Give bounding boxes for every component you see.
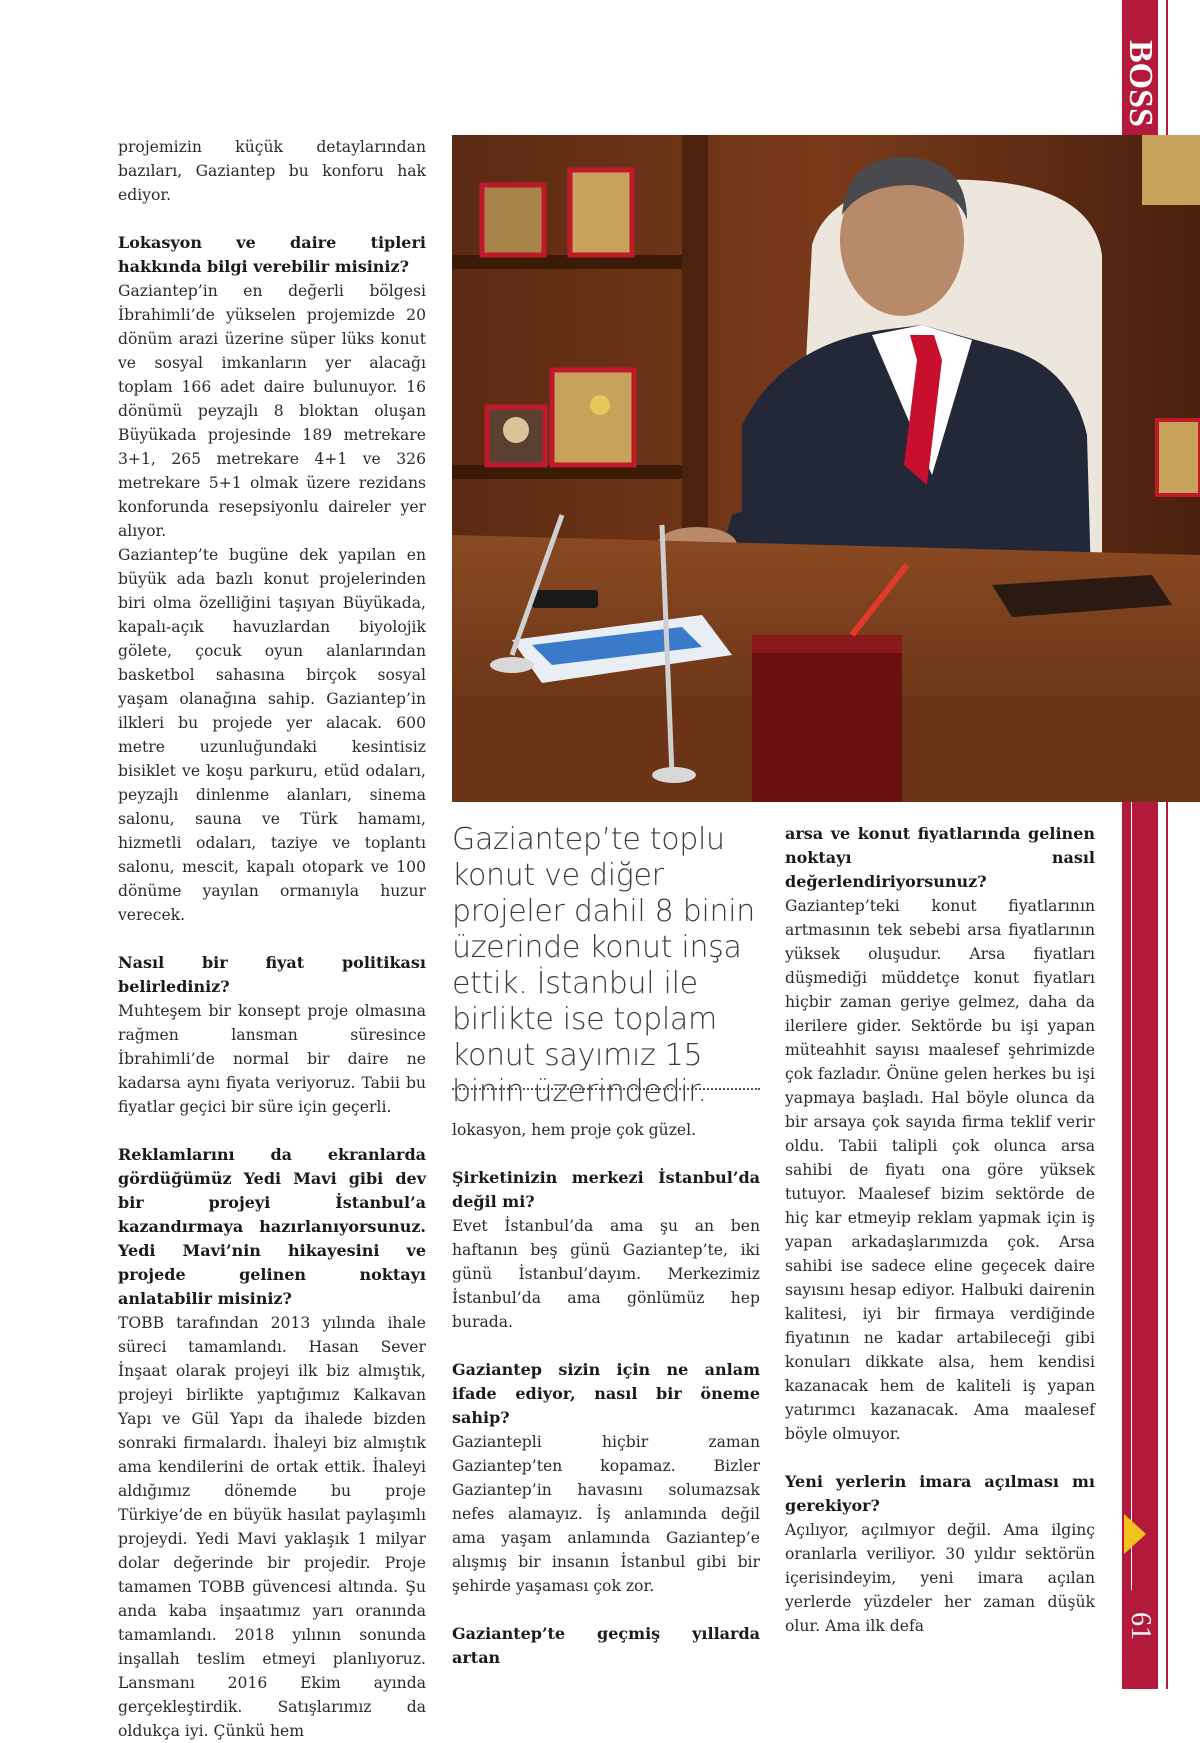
continue-arrow-icon <box>1124 1514 1146 1554</box>
interview-question: Gaziantep sizin için ne anlam ifade ediyor, nasıl bir öneme sahip? <box>452 1360 760 1427</box>
magazine-name: BOSS <box>1122 40 1159 127</box>
interview-question: Şirketinizin merkezi İstanbul’da değil mi? <box>452 1168 760 1211</box>
pull-quote: Gaziantep’te toplu konut ve diğer projeler dahil 8 binin üzerinde konut inşa ettik. İstanbul ile birlikte ise toplam konut sayımız 15 binin üzerindedir. <box>452 822 755 1109</box>
interview-question: arsa ve konut fiyatlarında gelinen noktayı nasıl değerlendiriyorsunuz? <box>785 824 1095 891</box>
paragraph: TOBB tarafından 2013 yılında ihale süreci tamamlandı. Hasan Sever İnşaat olarak projeyi ilk biz almıştık, projeyi birlikte yaptığımız Kalkavan Yapı ve Gül Yapı da ihalede bizden sonraki firmalardı. İhaleyi biz almıştık ama kendilerini de ortak ettik. İhaleyi aldığımız dönemde bu proje Türkiye’de en büyük hasılat paylaşımlı projeydi. Yedi Mavi yaklaşık 1 milyar dolar değerinde bir projedir. Proje tamamen TOBB güvencesi altında. Şu anda kaba inşaatımız yarı oranında tamamlandı. 2018 yılının sonunda inşallah teslim etmeyi planlıyoruz. Lansmanı 2016 Ekim ayında gerçekleştirdik. Satışlarımız da oldukça iyi. Çünkü hem <box>118 1314 426 1740</box>
paragraph: Gaziantep’in en değerli bölgesi İbrahimli’de yükselen projemizde 20 dönüm arazi üzerine süper lüks konut ve sosyal imkanların yer alacağı toplam 166 adet daire bulunuyor. 16 dönümü peyzajlı 8 bloktan oluşan Büyükada projesinde 189 metrekare 3+1, 265 metrekare 4+1 ve 326 metrekare 5+1 olmak üzere rezidans konforunda resepsiyonlu daireler yer alıyor. <box>118 282 426 540</box>
paragraph: Gaziantepli hiçbir zaman Gaziantep’ten kopamaz. Bizler Gaziantep’in havasını solumazsak nefes alamayız. İş anlamında değil ama yaşam anlamında Gaziantep’e alışmış bir insanın İstanbul gibi bir şehirde yaşaması çok zor. <box>452 1433 760 1595</box>
paragraph: Evet İstanbul’da ama şu an ben haftanın beş günü Gaziantep’te, iki günü İstanbul’dayım. Merkezimiz İstanbul’da ama gönlümüz hep burada. <box>452 1217 760 1331</box>
article-column-2 <box>452 1118 760 1670</box>
article-column-1 <box>118 135 426 1743</box>
photo-illustration <box>452 135 1200 802</box>
paragraph: Muhteşem bir konsept proje olmasına rağmen lansman süresince İbrahimli’de normal bir daire ne kadarsa aynı fiyata veriyoruz. Tabii bu fiyatlar geçici bir süre için geçerli. <box>118 1002 426 1116</box>
executive-at-desk-photo <box>452 135 1200 802</box>
interview-question: Yeni yerlerin imara açılması mı gerekiyor? <box>785 1472 1095 1515</box>
pull-quote-divider <box>452 1088 760 1090</box>
interview-question: Reklamlarını da ekranlarda gördüğümüz Yedi Mavi gibi dev bir projeyi İstanbul’a kazandırmaya hazırlanıyorsunuz. Yedi Mavi’nin hikayesini ve projede gelinen noktayı anlatabilir misiniz? <box>118 1145 426 1308</box>
article-column-3 <box>785 822 1095 1638</box>
interview-question: Lokasyon ve daire tipleri hakkında bilgi verebilir misiniz? <box>118 233 426 276</box>
paragraph: Açılıyor, açılmıyor değil. Ama ilginç oranlarla veriliyor. 30 yıldır sektörün içerisindeyim, yeni imara açılan yerlerde yüzdeler her zaman düşük olur. Ama ilk defa <box>785 1521 1095 1635</box>
paragraph: Gaziantep’teki konut fiyatlarının artmasının tek sebebi arsa fiyatlarının yüksek oluşudur. Arsa fiyatları düşmediği müddetçe konut fiyatları hiçbir zaman geriye gelmez, daha da ilerilere gider. Sektörde bu işi yapan müteahhit sayısı maalesef şehrimizde çok fazladır. Önüne gelen herkes bu işi yapmaya başladı. Hal böyle olunca da bir arsaya çok sayıda firma teklif verir oldu. Tabii talipli çok olunca arsa sahibi de fiyatı ona göre yüksek tutuyor. Maalesef bizim sektörde de hiç kar etmeyip reklam yapmak için iş yapan arkadaşlarımızda çok. Arsa sahibi ise sadece eline geçecek daire sayısını hesap ediyor. Halbuki dairenin kalitesi, iyi bir firmaya verdiğinde fiyatının ne kadar artabileceği gibi konuları dikkate alsa, hem kendisi kazanacak hem de kaliteli iş yapan yatırımcı kazanacak. Ama maalesef böyle olmuyor. <box>785 897 1095 1443</box>
interview-question: Gaziantep’te geçmiş yıllarda artan <box>452 1624 760 1667</box>
page-number: 61 <box>1125 1612 1156 1640</box>
interview-question: Nasıl bir fiyat politikası belirlediniz? <box>118 953 426 996</box>
paragraph: lokasyon, hem proje çok güzel. <box>452 1121 697 1139</box>
paragraph: Gaziantep’te bugüne dek yapılan en büyük ada bazlı konut projelerinden biri olma özelliğini taşıyan Büyükada, kapalı-açık havuzlardan biyolojik gölete, çocuk oyun alanlarından basketbol sahasına birçok sosyal yaşam olanağına sahip. Gaziantep’in ilkleri bu projede yer alacak. 600 metre uzunluğundaki kesintisiz bisiklet ve koşu parkuru, etüd odaları, peyzajlı dinlenme alanları, sinema salonu, sauna ve Türk hamamı, hizmetli odaları, taziye ve toplantı salonu, mescit, kapalı otopark ve 100 dönüme yayılan ormanıyla huzur verecek. <box>118 546 426 924</box>
paragraph: projemizin küçük detaylarından bazıları, Gaziantep bu konforu hak ediyor. <box>118 138 426 204</box>
